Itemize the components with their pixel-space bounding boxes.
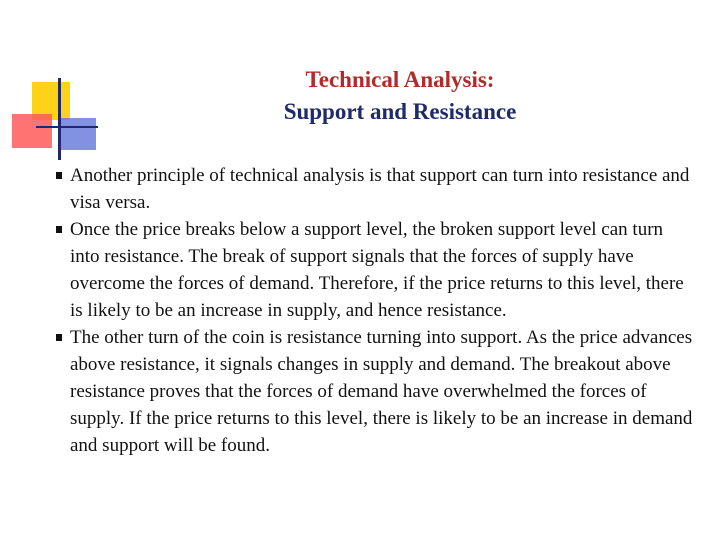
vertical-rule-shape	[58, 78, 61, 160]
square-bullet-icon	[56, 226, 62, 233]
bullet-text: Another principle of technical analysis is that support can turn into resistance and visa versa.	[70, 165, 690, 213]
red-square-shape	[12, 114, 52, 148]
square-bullet-icon	[56, 334, 62, 341]
square-bullet-icon	[56, 172, 62, 179]
bullet-item	[56, 162, 696, 216]
bullet-list	[56, 162, 696, 459]
title-line-2: Support and Resistance	[283, 99, 517, 124]
title-line-1: Technical Analysis:	[305, 67, 495, 92]
slide-title	[140, 64, 660, 128]
bullet-text: Once the price breaks below a support level, the broken support level can turn into resistance. The break of support signals that the forces of supply have overcome the forces of demand. Therefore, if the price returns to this level, there is likely to be an increase in supply, and hence resistance.	[70, 219, 684, 321]
bullet-item	[56, 216, 696, 324]
overlapping-squares-logo-icon	[8, 76, 98, 166]
bullet-item	[56, 324, 696, 459]
blue-square-shape	[58, 118, 96, 150]
horizontal-rule-shape	[36, 126, 98, 128]
bullet-text: The other turn of the coin is resistance turning into support. As the price advances above resistance, it signals changes in supply and demand. The breakout above resistance proves that the forces of demand have overwhelmed the forces of supply. If the price returns to this level, there is likely to be an increase in demand and support will be found.	[70, 327, 693, 456]
